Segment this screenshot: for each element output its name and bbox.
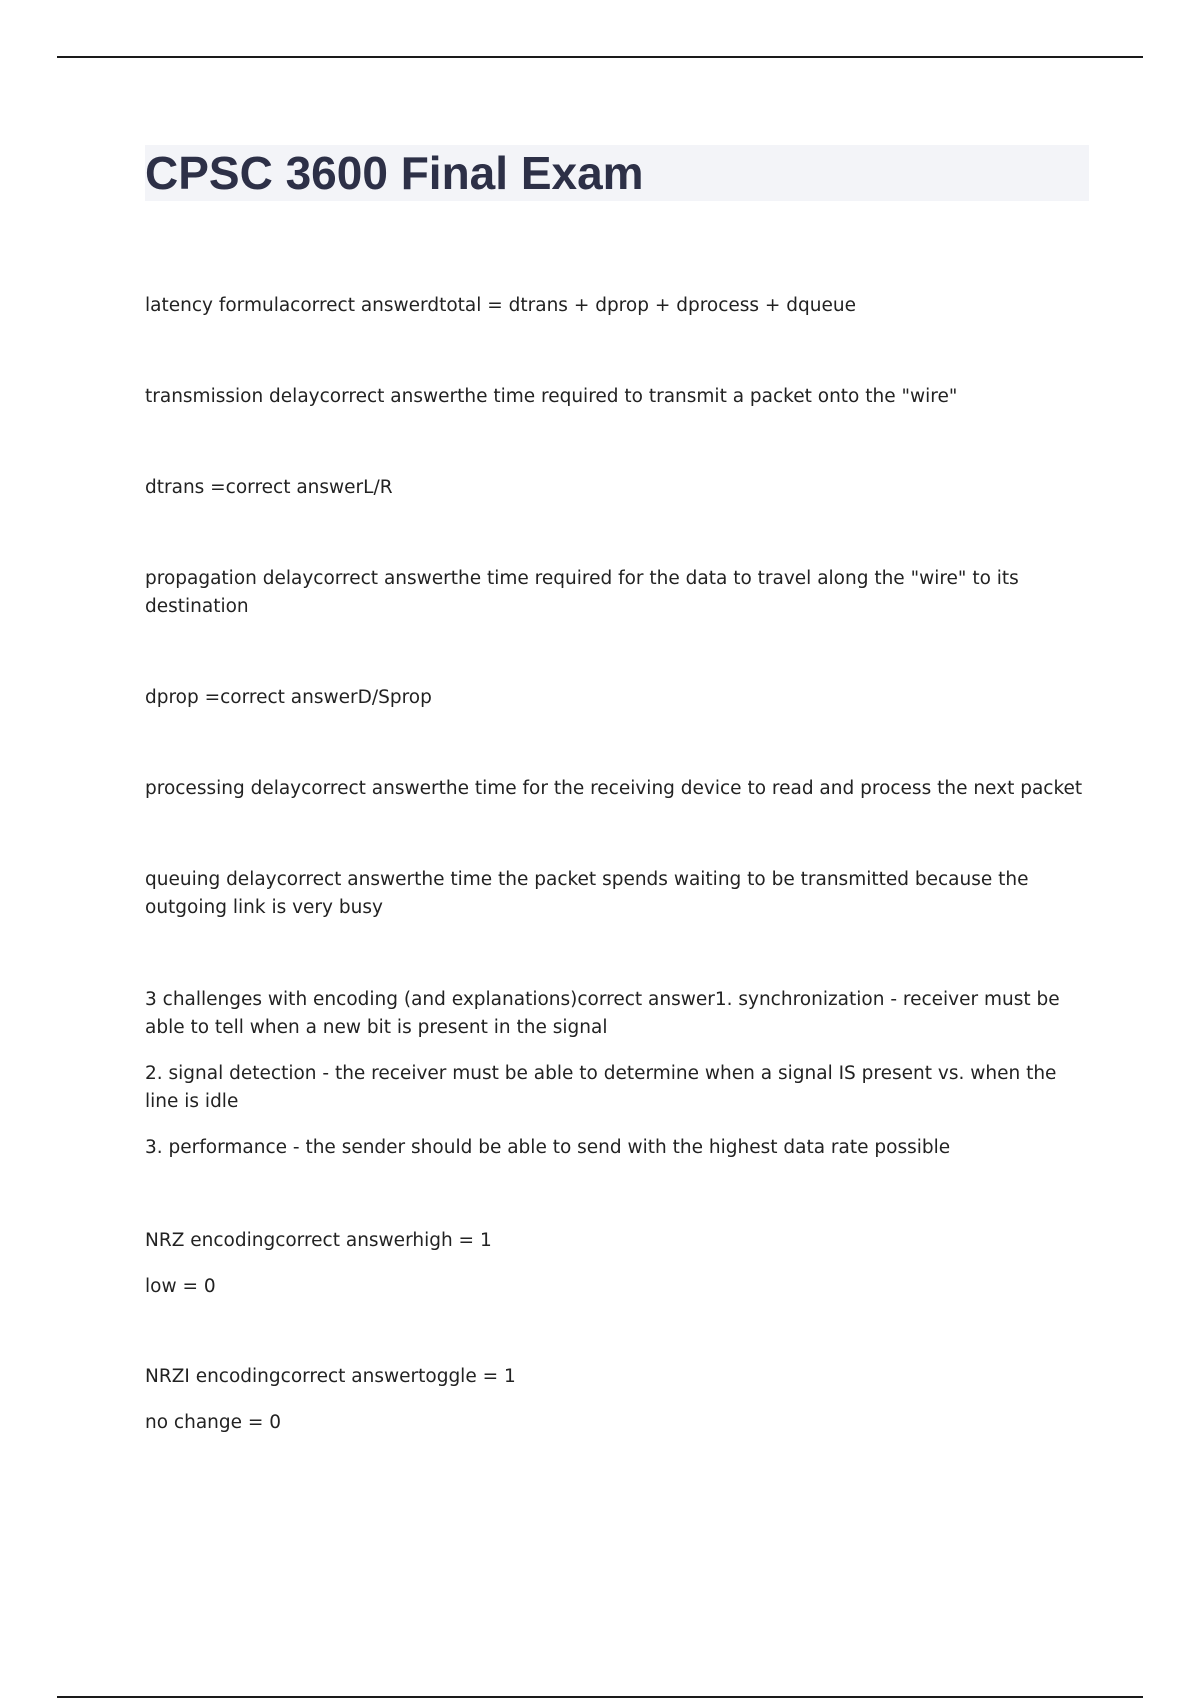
entry-text: 3 challenges with encoding (and explanations)correct answer1. synchronization - receiver must be able to tell when a new bit is present in the signal [145,989,1060,1038]
entry-text: 2. signal detection - the receiver must be able to determine when a signal IS present vs. when the line is idle [145,1063,1057,1112]
entry-text: low = 0 [145,1276,216,1297]
entry-text: 3. performance - the sender should be able to send with the highest data rate possible [145,1137,951,1158]
page-title: CPSC 3600 Final Exam [145,147,644,199]
entry-text: queuing delaycorrect answerthe time the packet spends waiting to be transmitted because the outgoing link is very busy [145,869,1029,918]
entry-encoding-challenges [145,986,1089,1162]
entry-nrzi-encoding [145,1363,1089,1437]
entry-queuing-delay [145,866,1089,922]
entry-nrz-encoding [145,1227,1089,1301]
entry-text: propagation delaycorrect answerthe time required for the data to travel along the "wire" to its destination [145,568,1019,617]
entry-processing-delay [145,775,1089,803]
entry-text: no change = 0 [145,1412,282,1433]
entry-text: NRZI encodingcorrect answertoggle = 1 [145,1366,516,1387]
entry-text: latency formulacorrect answerdtotal = dtrans + dprop + dprocess + dqueue [145,295,857,316]
entry-text: transmission delaycorrect answerthe time required to transmit a packet onto the "wire" [145,386,958,407]
entry-latency-formula [145,292,1089,320]
entry-propagation-delay [145,565,1089,621]
entry-text: NRZ encodingcorrect answerhigh = 1 [145,1230,492,1251]
entry-dprop [145,684,1089,712]
bottom-rule [57,1696,1143,1698]
entry-text: dprop =correct answerD/Sprop [145,687,432,708]
entry-text: processing delaycorrect answerthe time for the receiving device to read and process the next packet [145,778,1083,799]
entry-dtrans [145,474,1089,502]
entry-text: dtrans =correct answerL/R [145,477,393,498]
top-rule [57,56,1143,58]
entry-transmission-delay [145,383,1089,411]
